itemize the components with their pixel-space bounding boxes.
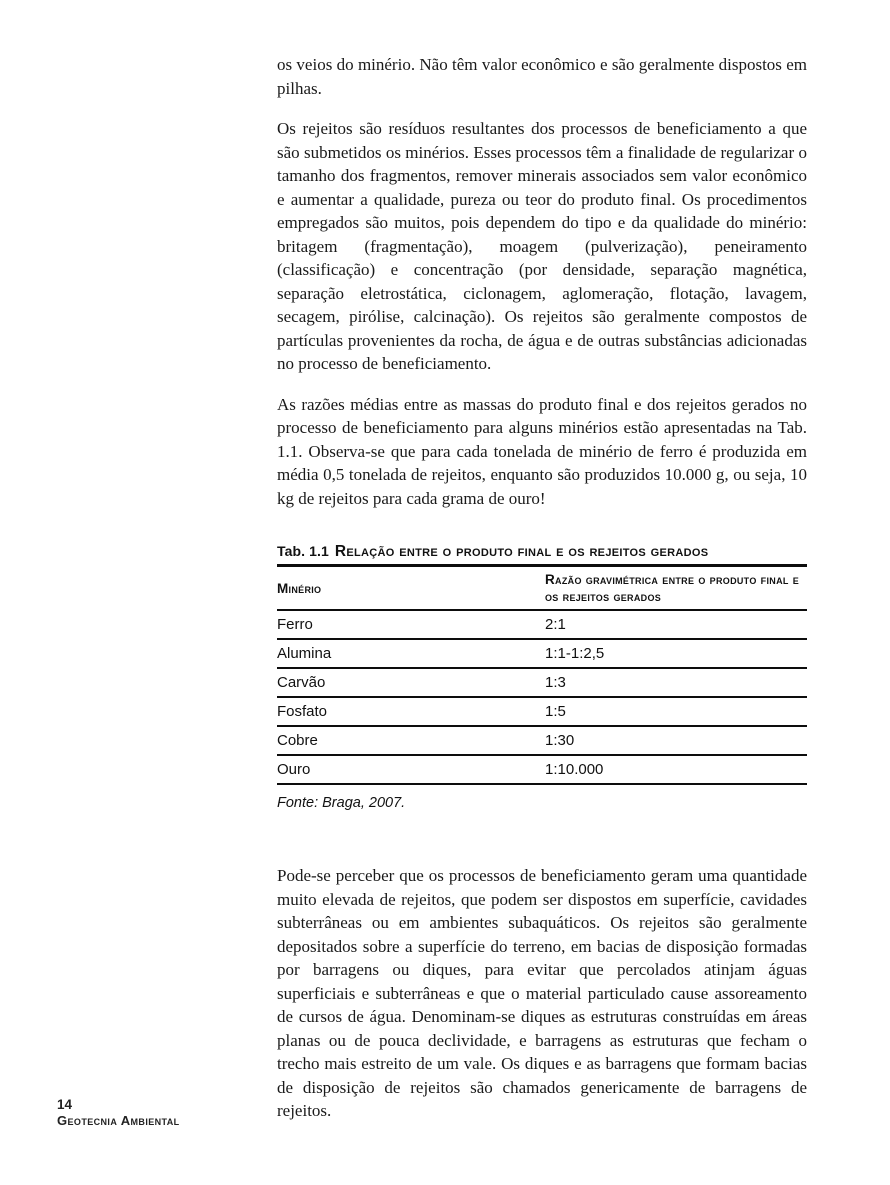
table-caption-title: Relação entre o produto final e os rejeitos gerados xyxy=(334,543,709,560)
table-header-ratio: Razão gravimétrica entre o produto final e os rejeitos gerados xyxy=(545,566,807,611)
table-cell-ratio: 1:5 xyxy=(545,697,807,726)
table-cell-ratio: 1:30 xyxy=(545,726,807,755)
table-row xyxy=(277,639,807,668)
table-row xyxy=(277,668,807,697)
table-cell-mineral: Fosfato xyxy=(277,697,545,726)
table-cell-mineral: Cobre xyxy=(277,726,545,755)
table-cell-ratio: 1:3 xyxy=(545,668,807,697)
table-header-row xyxy=(277,566,807,611)
table-source: Fonte: Braga, 2007. xyxy=(277,795,406,811)
table-cell-ratio: 1:10.000 xyxy=(545,755,807,784)
table-cell-mineral: Carvão xyxy=(277,668,545,697)
paragraph-razoes-medias: As razões médias entre as massas do produto final e dos rejeitos gerados no processo de beneficiamento para alguns minérios estão apresentadas na Tab. 1.1. Observa-se que para cada tonelada de minério de ferro é produzida em média 0,5 tonelada de rejeitos, enquanto são produzidos 10.000 g, ou seja, 10 kg de rejeitos para cada grama de ouro! xyxy=(277,394,807,508)
paragraph-continuation: os veios do minério. Não têm valor econômico e são geralmente dispostos em pilhas. xyxy=(277,55,807,98)
table-row xyxy=(277,697,807,726)
paragraph-disposicao: Pode-se perceber que os processos de beneficiamento geram uma quantidade muito elevada de rejeitos, que podem ser dispostos em superfície, cavidades subterrâneas ou em ambientes subaquáticos. Os rejeitos são geralmente depositados sobre a superfície do terreno, em bacias de disposição formadas por barragens ou diques, para evitar que percolados atinjam águas superficiais e subterrâneas e que o material particulado cause assoreamento de cursos de água. Denominam-se diques as estruturas construídas em áreas planas ou de pouca declividade, e barragens as estruturas que fecham o trecho mais estreito de um vale. Os diques e as barragens que formam bacias de disposição de rejeitos são chamados genericamente de barragens de rejeitos. xyxy=(277,866,807,1120)
table-caption-label: Tab. 1.1 xyxy=(277,543,329,559)
text-column xyxy=(277,53,807,1123)
table-caption xyxy=(277,542,807,561)
table-row xyxy=(277,755,807,784)
table-cell-ratio: 1:1-1:2,5 xyxy=(545,639,807,668)
page-number: 14 xyxy=(57,1097,73,1112)
table-cell-mineral: Ouro xyxy=(277,755,545,784)
book-title: Geotecnia Ambiental xyxy=(57,1113,180,1128)
table-cell-mineral: Alumina xyxy=(277,639,545,668)
table-head xyxy=(277,566,807,611)
table-cell-ratio: 2:1 xyxy=(545,610,807,639)
table-cell-mineral: Ferro xyxy=(277,610,545,639)
paragraph-rejeitos-definition: Os rejeitos são resíduos resultantes dos processos de beneficiamento a que são submetidos os minérios. Esses processos têm a finalidade de regularizar o tamanho dos fragmentos, remover minerais associados sem valor econômico e aumentar a qualidade, pureza ou teor do produto final. Os procedimentos empregados são muitos, pois dependem do tipo e da qualidade do minério: britagem (fragmentação), moagem (pulverização), peneiramento (classificação) e concentração (por densidade, separação magnética, separação eletrostática, ciclonagem, aglomeração, flotação, lavagem, secagem, pirólise, calcinação). Os rejeitos são geralmente compostos de partículas provenientes da rocha, de água e de outras substâncias adicionadas no processo de beneficiamento. xyxy=(277,119,807,373)
table-row xyxy=(277,610,807,639)
page-footer xyxy=(57,1097,180,1129)
table-row xyxy=(277,726,807,755)
minerals-ratio-table xyxy=(277,564,807,785)
table-header-mineral: Minério xyxy=(277,566,545,611)
table-1-1-block xyxy=(277,542,807,812)
table-body xyxy=(277,610,807,784)
